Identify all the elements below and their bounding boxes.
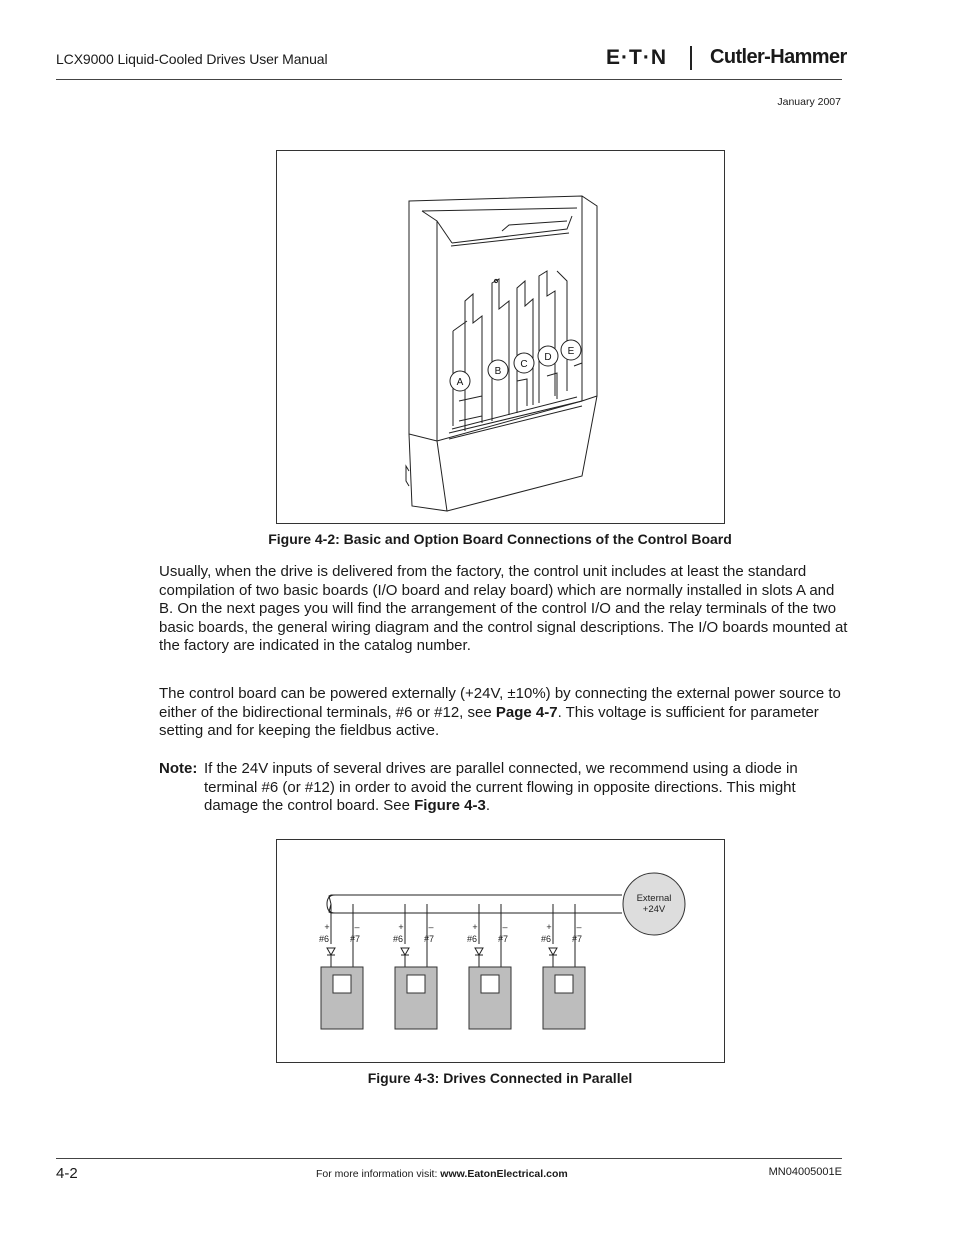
diode-icon	[327, 948, 335, 955]
minus-label: –	[354, 922, 360, 932]
diode-icon	[475, 948, 483, 955]
page-number: 4-2	[56, 1165, 78, 1182]
drive-display	[407, 975, 425, 993]
power-paragraph	[159, 685, 849, 741]
diode-icon	[401, 948, 409, 955]
note-label: Note:	[159, 760, 198, 777]
cutler-hammer-logo: Cutler-Hammer	[710, 46, 847, 68]
drive-display	[333, 975, 351, 993]
plus-label: +	[546, 922, 552, 932]
parallel-drives-diagram	[277, 840, 724, 1062]
publication-date: January 2007	[777, 96, 841, 108]
external-voltage-label: +24V	[642, 904, 666, 915]
plus-label: +	[472, 922, 478, 932]
figure-4-2-caption: Figure 4-2: Basic and Option Board Connections of the Control Board	[268, 531, 732, 547]
page-4-7-reference: Page 4-7	[495, 703, 558, 721]
terminal-6-label: #6	[392, 934, 404, 944]
intro-paragraph: Usually, when the drive is delivered from the factory, the control unit includes at least the standard compilation of two basic boards (I/O board and relay board) which are normally installed in slots A and B. On the next pages you will find the arrangement of the control I/O and the relay terminals of the two basic boards, the general wiring diagram and the control signal descriptions. The I/O boards mounted at the factory are indicated in the catalog number.	[159, 563, 848, 655]
website-link[interactable]: www.EatonElectrical.com	[440, 1168, 568, 1180]
terminal-6-label: #6	[540, 934, 552, 944]
slot-c-label: C	[520, 359, 528, 370]
external-label: External	[636, 893, 672, 904]
header-rule	[56, 79, 842, 80]
terminal-6-label: #6	[466, 934, 478, 944]
slot-e-label: E	[567, 346, 575, 357]
power-text-2: . This voltage is sufficient for parameter setting and for keeping the fieldbus active.	[159, 703, 819, 740]
slot-b-label: B	[494, 366, 502, 377]
terminal-7-label: #7	[497, 934, 509, 944]
slot-d-label: D	[544, 352, 552, 363]
plus-label: +	[324, 922, 330, 932]
manual-title: LCX9000 Liquid-Cooled Drives User Manual	[56, 51, 328, 67]
parallel-drives-figure	[276, 839, 725, 1063]
logo-divider	[690, 46, 692, 70]
plus-label: +	[398, 922, 404, 932]
document-number: MN04005001E	[768, 1166, 842, 1178]
terminal-7-label: #7	[571, 934, 583, 944]
diode-icon	[549, 948, 557, 955]
slot-a-label: A	[456, 377, 464, 388]
control-unit-drawing	[277, 151, 724, 523]
minus-label: –	[428, 922, 434, 932]
footer-info: For more information visit: www.EatonElectrical.com	[316, 1168, 568, 1180]
note-text: If the 24V inputs of several drives are parallel connected, we recommend using a diode in terminal #6 (or #12) in order to avoid the current flowing in opposite directions. This might damage the control board. See Figure 4-3.	[204, 760, 798, 815]
terminal-6-label: #6	[318, 934, 330, 944]
power-text-1: The control board can be powered externally (+24V, ±10%) by connecting the external power source to either of the bidirectional terminals, #6 or #12, see	[159, 685, 841, 721]
drive-display	[555, 975, 573, 993]
eaton-logo: E·T·N	[606, 46, 667, 69]
footer-rule	[56, 1158, 842, 1159]
drive-display	[481, 975, 499, 993]
terminal-7-label: #7	[349, 934, 361, 944]
terminal-7-label: #7	[423, 934, 435, 944]
minus-label: –	[502, 922, 508, 932]
control-board-figure	[276, 150, 725, 524]
minus-label: –	[576, 922, 582, 932]
figure-4-3-caption: Figure 4-3: Drives Connected in Parallel	[367, 1070, 633, 1086]
figure-4-3-reference: Figure 4-3	[414, 797, 486, 815]
